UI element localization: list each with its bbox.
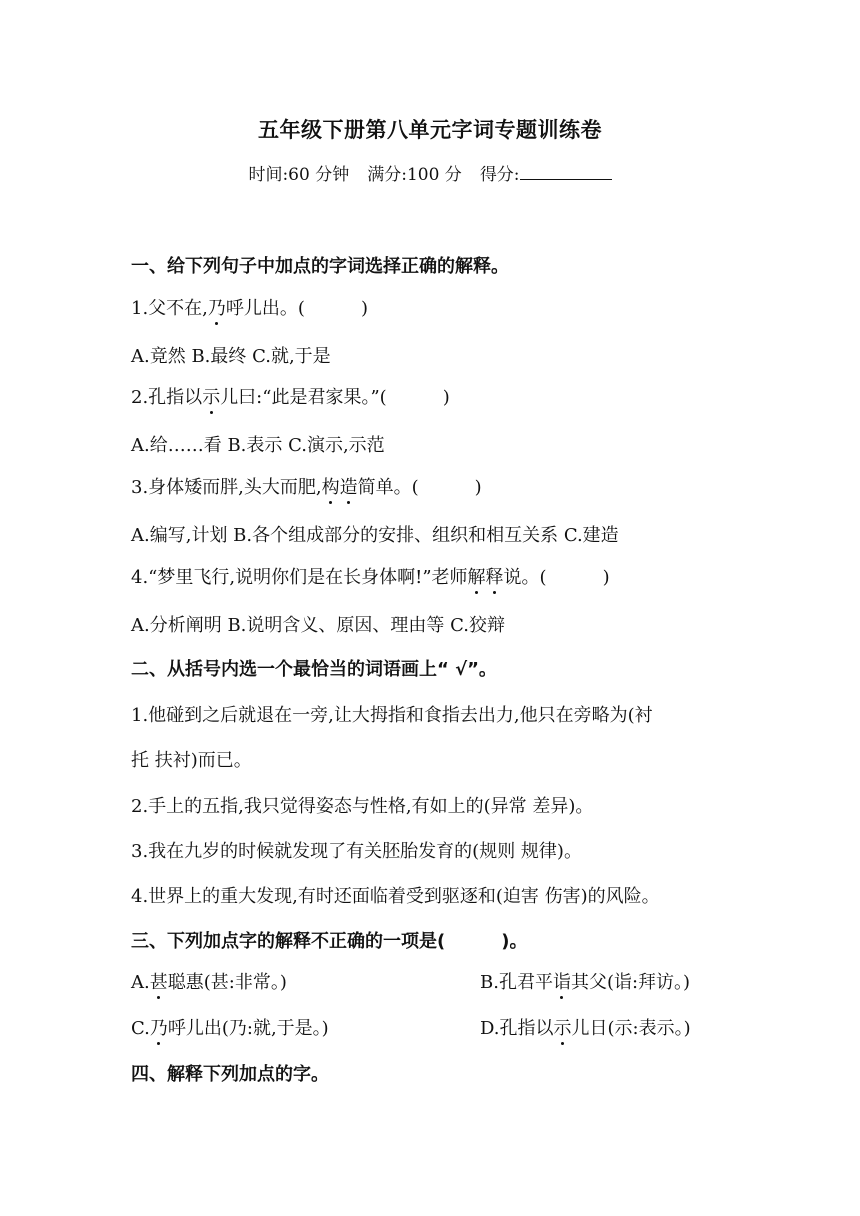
section1-options-4: A.分析阐明 B.说明含义、原因、理由等 C.狡辩 bbox=[131, 615, 505, 636]
dotted-char: 示 bbox=[554, 1014, 572, 1040]
section2-question-3: 3.我在九岁的时候就发现了有关胚胎发育的(规则 规律)。 bbox=[131, 841, 582, 862]
section1-question-4: 4.“梦里飞行,说明你们是在长身体啊!”老师解释说。( ) bbox=[131, 563, 610, 589]
dotted-char: 构 bbox=[322, 473, 340, 499]
dotted-char: 诣 bbox=[553, 968, 571, 994]
section1-options-1: A.竟然 B.最终 C.就,于是 bbox=[131, 346, 331, 367]
score-label: 得分: bbox=[479, 165, 520, 185]
page-title: 五年级下册第八单元字词专题训练卷 bbox=[258, 118, 602, 142]
dotted-char: 乃 bbox=[150, 1014, 168, 1040]
section2-question-1-line1: 1.他碰到之后就退在一旁,让大拇指和食指去出力,他只在旁略为(衬 bbox=[131, 705, 653, 726]
section3-option-b: B.孔君平诣其父(诣:拜访。) bbox=[480, 968, 690, 994]
section2-question-4: 4.世界上的重大发现,有时还面临着受到驱逐和(迫害 伤害)的风险。 bbox=[131, 886, 660, 907]
section3-heading: 三、下列加点字的解释不正确的一项是( )。 bbox=[131, 931, 528, 952]
score-blank[interactable] bbox=[520, 165, 612, 180]
dotted-char: 甚 bbox=[150, 968, 168, 994]
dotted-char: 释 bbox=[486, 563, 504, 589]
section1-question-2: 2.孔指以示儿曰:“此是君家果。”( ) bbox=[131, 383, 450, 409]
section1-options-3: A.编写,计划 B.各个组成部分的安排、组织和相互关系 C.建造 bbox=[131, 525, 619, 546]
time-label: 时间:60 分钟 bbox=[248, 165, 350, 185]
section2-question-2: 2.手上的五指,我只觉得姿态与性格,有如上的(异常 差异)。 bbox=[131, 796, 594, 817]
section1-options-2: A.给……看 B.表示 C.演示,示范 bbox=[131, 435, 385, 456]
section4-heading: 四、解释下列加点的字。 bbox=[131, 1064, 329, 1085]
section2-heading: 二、从括号内选一个最恰当的词语画上“ √”。 bbox=[131, 659, 497, 680]
section3-option-c: C.乃呼儿出(乃:就,于是。) bbox=[131, 1014, 329, 1040]
dotted-char: 乃 bbox=[208, 294, 226, 320]
full-score-label: 满分:100 分 bbox=[367, 165, 462, 185]
dotted-char: 造 bbox=[340, 473, 358, 499]
section2-question-1-line2: 托 扶衬)而已。 bbox=[131, 750, 252, 771]
section1-question-3: 3.身体矮而胖,头大而肥,构造简单。( ) bbox=[131, 473, 482, 499]
exam-meta bbox=[0, 160, 860, 185]
section1-heading: 一、给下列句子中加点的字词选择正确的解释。 bbox=[131, 256, 509, 277]
dotted-char: 解 bbox=[468, 563, 486, 589]
section3-option-a: A.甚聪惠(甚:非常。) bbox=[131, 968, 287, 994]
dotted-char: 示 bbox=[202, 383, 220, 409]
section1-question-1: 1.父不在,乃呼儿出。( ) bbox=[131, 294, 368, 320]
section3-option-d: D.孔指以示儿日(示:表示。) bbox=[480, 1014, 691, 1040]
